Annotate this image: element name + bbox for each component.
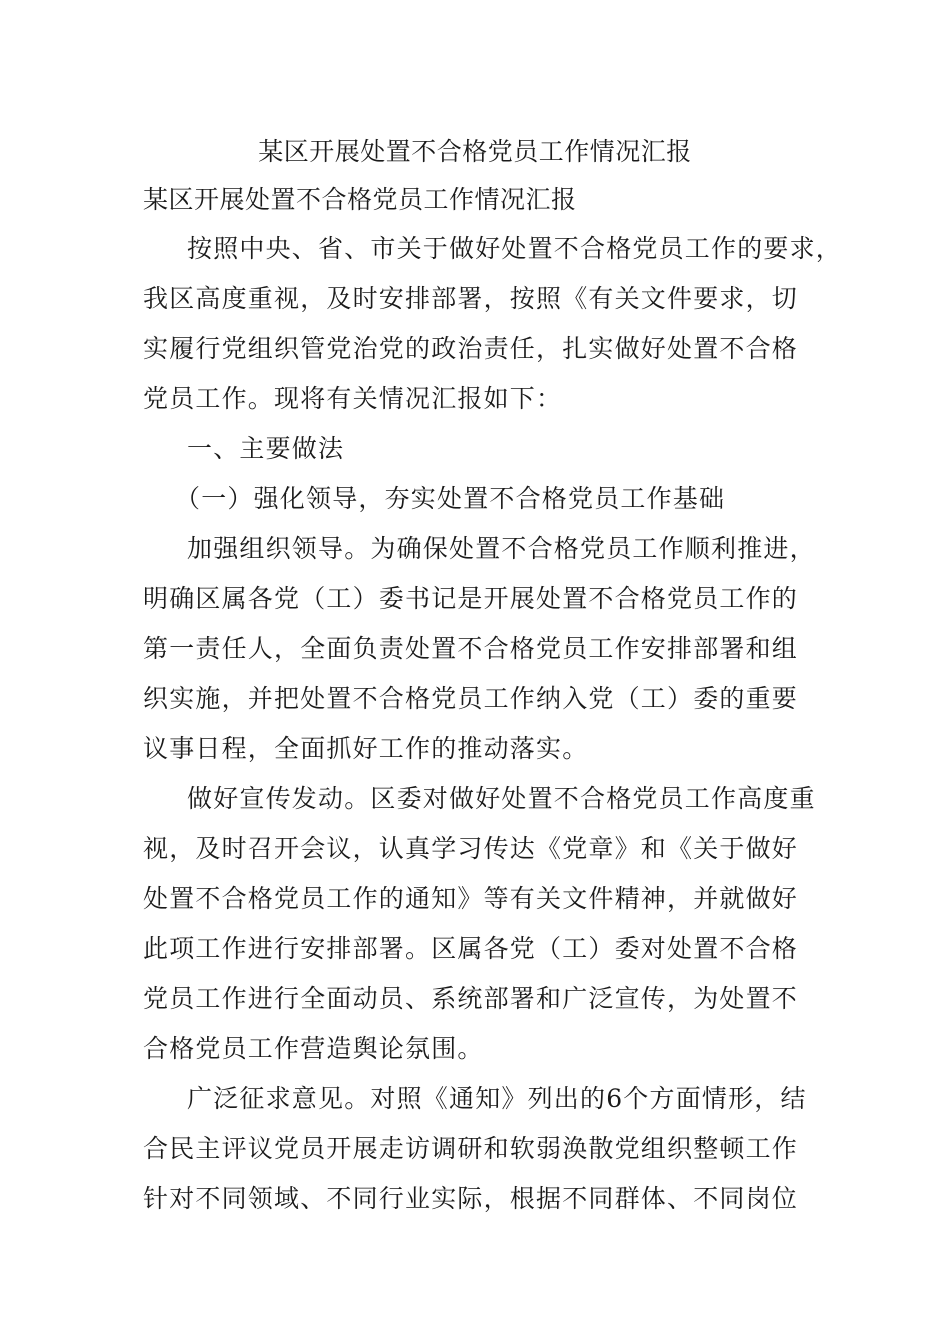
paragraph-line: 合民主评议党员开展走访调研和软弱涣散党组织整顿工作: [143, 1134, 799, 1163]
section-heading: 一、主要做法: [187, 434, 345, 463]
paragraph-line: 视，及时召开会议，认真学习传达《党章》和《关于做好: [143, 834, 799, 863]
paragraph-line: 加强组织领导。为确保处置不合格党员工作顺利推进，: [187, 534, 816, 563]
paragraph-line: 第一责任人，全面负责处置不合格党员工作安排部署和组: [143, 634, 799, 663]
paragraph-line: 处置不合格党员工作的通知》等有关文件精神，并就做好: [143, 884, 799, 913]
document-subtitle: 某区开展处置不合格党员工作情况汇报: [143, 185, 577, 214]
paragraph-line: 广泛征求意见。对照《通知》列出的6个方面情形，结: [187, 1084, 807, 1113]
document-title: 某区开展处置不合格党员工作情况汇报: [258, 137, 692, 166]
paragraph-line: 织实施，并把处置不合格党员工作纳入党（工）委的重要: [143, 684, 799, 713]
paragraph-line: 我区高度重视，及时安排部署，按照《有关文件要求，切: [143, 284, 799, 313]
paragraph-line: 党员工作进行全面动员、系统部署和广泛宣传，为处置不: [143, 984, 799, 1013]
paragraph-line: 明确区属各党（工）委书记是开展处置不合格党员工作的: [143, 584, 799, 613]
document-body: [143, 224, 843, 1224]
paragraph-line: 此项工作进行安排部署。区属各党（工）委对处置不合格: [143, 934, 799, 963]
paragraph-line: 实履行党组织管党治党的政治责任，扎实做好处置不合格: [143, 334, 799, 363]
paragraph-line: 按照中央、省、市关于做好处置不合格党员工作的要求，: [187, 234, 843, 263]
subsection-heading: （一）强化领导，夯实处置不合格党员工作基础: [175, 484, 726, 513]
paragraph-line: 议事日程，全面抓好工作的推动落实。: [143, 734, 589, 763]
paragraph-line: 合格党员工作营造舆论氛围。: [143, 1034, 484, 1063]
paragraph-line: 做好宣传发动。区委对做好处置不合格党员工作高度重: [187, 784, 816, 813]
paragraph-line: 针对不同领域、不同行业实际，根据不同群体、不同岗位: [143, 1184, 799, 1213]
paragraph-line: 党员工作。现将有关情况汇报如下：: [143, 384, 563, 413]
